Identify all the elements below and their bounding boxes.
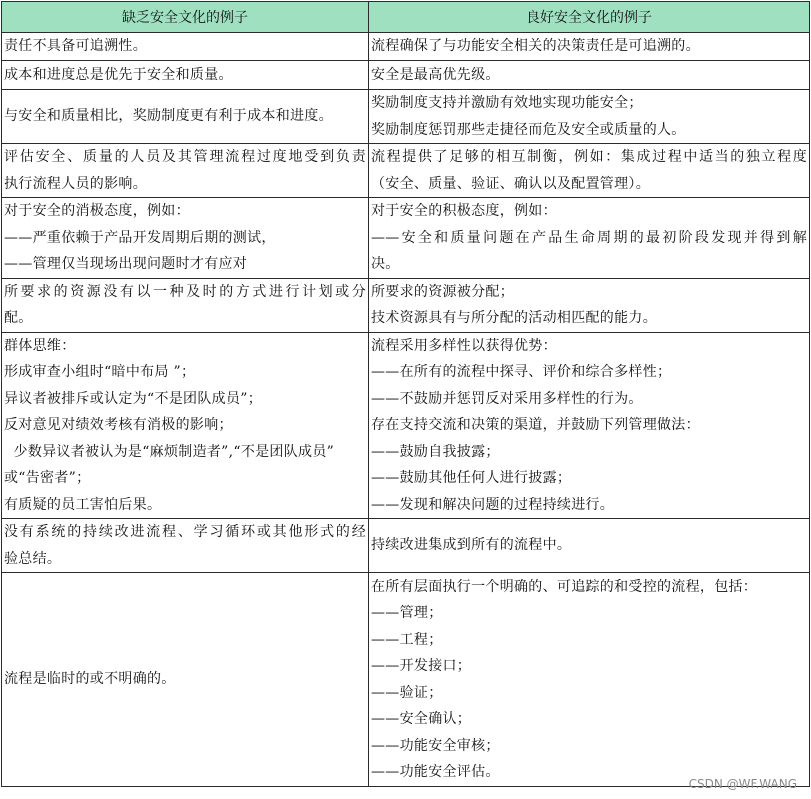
cell-line: 对于安全的积极态度，例如： [371, 203, 557, 219]
cell-line: 安全是最高优先级。 [371, 66, 500, 83]
table-row [2, 33, 810, 61]
header-good-culture: 良好安全文化的例子 [369, 2, 810, 33]
table-row [2, 90, 810, 144]
watermark: CSDN @WF.WANG [688, 777, 797, 791]
cell-line: 对于安全的消极态度，例如： [4, 203, 190, 219]
good-culture-cell [369, 61, 810, 90]
safety-culture-table [1, 1, 810, 787]
cell-line: ——鼓励其他任何人进行披露； [371, 470, 572, 486]
cell-line: 与安全和质量相比，奖励制度更有利于成本和进度。 [4, 108, 333, 125]
header-row [2, 2, 810, 33]
cell-line: ——功能安全评估。 [371, 764, 500, 780]
cell-line: ——功能安全审核； [371, 737, 500, 754]
lacking-culture-cell [2, 573, 369, 787]
cell-line: ——严重依赖于产品开发周期后期的测试， [4, 229, 276, 246]
table-body [2, 33, 810, 787]
cell-line: 在所有层面执行一个明确的、可追踪的和受控的流程，包括： [371, 578, 758, 595]
cell-line: 群体思维： [4, 337, 76, 354]
cell-line: 持续改进集成到所有的流程中。 [371, 537, 572, 554]
good-culture-cell [369, 332, 810, 519]
cell-line: 有质疑的员工害怕后果。 [4, 496, 162, 513]
cell-line: ——在所有的流程中探寻、评价和综合多样性； [371, 364, 672, 380]
lacking-culture-cell [2, 332, 369, 519]
good-culture-cell [369, 33, 810, 61]
table-row [2, 519, 810, 573]
cell-line: ——不鼓励并惩罚反对采用多样性的行为。 [371, 390, 643, 407]
cell-line: 评估安全、质量的人员及其管理流程过度地受到负责 [4, 149, 366, 165]
cell-line: 执行流程人员的影响。 [4, 175, 147, 192]
cell-line: 异议者被排斥或认定为“不是团队成员”； [4, 390, 263, 407]
cell-line: 验总结。 [4, 550, 62, 567]
cell-line: ——鼓励自我披露； [371, 443, 500, 460]
cell-line: 流程是临时的或不明确的。 [4, 671, 176, 688]
cell-line: （安全、质量、验证、确认以及配置管理）。 [371, 175, 650, 192]
cell-line: 流程确保了与功能安全相关的决策责任是可追溯的。 [371, 38, 700, 55]
cell-line: ——安全和质量问题在产品生命周期的最初阶段发现并得到解 [371, 229, 807, 246]
cell-line: 反对意见对绩效考核有消极的影响； [4, 417, 233, 433]
table-row [2, 198, 810, 279]
good-culture-cell [369, 519, 810, 573]
cell-line: ——安全确认； [371, 711, 472, 727]
table-row [2, 573, 810, 787]
cell-line: 流程采用多样性以获得优势： [371, 337, 557, 354]
good-culture-cell [369, 90, 810, 144]
cell-line: 流程提供了足够的相互制衡，例如：集成过程中适当的独立程度 [371, 149, 807, 165]
cell-line: 成本和进度总是优先于安全和质量。 [4, 66, 233, 83]
cell-line: 所要求的资源被分配； [371, 283, 514, 300]
cell-line: ——管理仅当现场出现问题时才有应对 [4, 256, 248, 272]
cell-line: 配。 [4, 310, 33, 326]
cell-line: 形成审查小组时“暗中布局 ”； [4, 364, 196, 380]
good-culture-cell [369, 198, 810, 279]
lacking-culture-cell [2, 90, 369, 144]
table-row [2, 278, 810, 332]
good-culture-cell [369, 573, 810, 787]
lacking-culture-cell [2, 198, 369, 279]
cell-line: 没有系统的持续改进流程、学习循环或其他形式的经 [4, 524, 366, 540]
lacking-culture-cell [2, 33, 369, 61]
lacking-culture-cell [2, 61, 369, 90]
cell-line: ——验证； [371, 684, 443, 701]
table-row [2, 332, 810, 519]
table-header [2, 2, 810, 33]
good-culture-cell [369, 278, 810, 332]
lacking-culture-cell [2, 278, 369, 332]
cell-line: 奖励制度支持并激励有效地实现功能安全； [371, 95, 643, 111]
lacking-culture-cell [2, 519, 369, 573]
cell-line: ——开发接口； [371, 658, 472, 674]
cell-line: ——工程； [371, 631, 443, 648]
cell-line: 或“告密者”； [4, 470, 91, 486]
good-culture-cell [369, 144, 810, 198]
cell-line: 决。 [371, 256, 400, 272]
cell-line: 责任不具备可追溯性。 [4, 38, 147, 55]
header-lacking-culture: 缺乏安全文化的例子 [2, 2, 369, 33]
cell-line: ——发现和解决问题的过程持续进行。 [371, 496, 615, 513]
cell-line: 少数异议者被认为是“麻烦制造者”,“不是团队成员” [4, 443, 335, 460]
table-row [2, 144, 810, 198]
lacking-culture-cell [2, 144, 369, 198]
cell-line: 存在支持交流和决策的渠道，并鼓励下列管理做法： [371, 417, 700, 433]
cell-line: 技术资源具有与所分配的活动相匹配的能力。 [371, 310, 657, 326]
cell-line: 所要求的资源没有以一种及时的方式进行计划或分 [4, 283, 366, 300]
cell-line: ——管理； [371, 605, 443, 621]
cell-line: 奖励制度惩罚那些走捷径而危及安全或质量的人。 [371, 121, 686, 138]
table-row [2, 61, 810, 90]
